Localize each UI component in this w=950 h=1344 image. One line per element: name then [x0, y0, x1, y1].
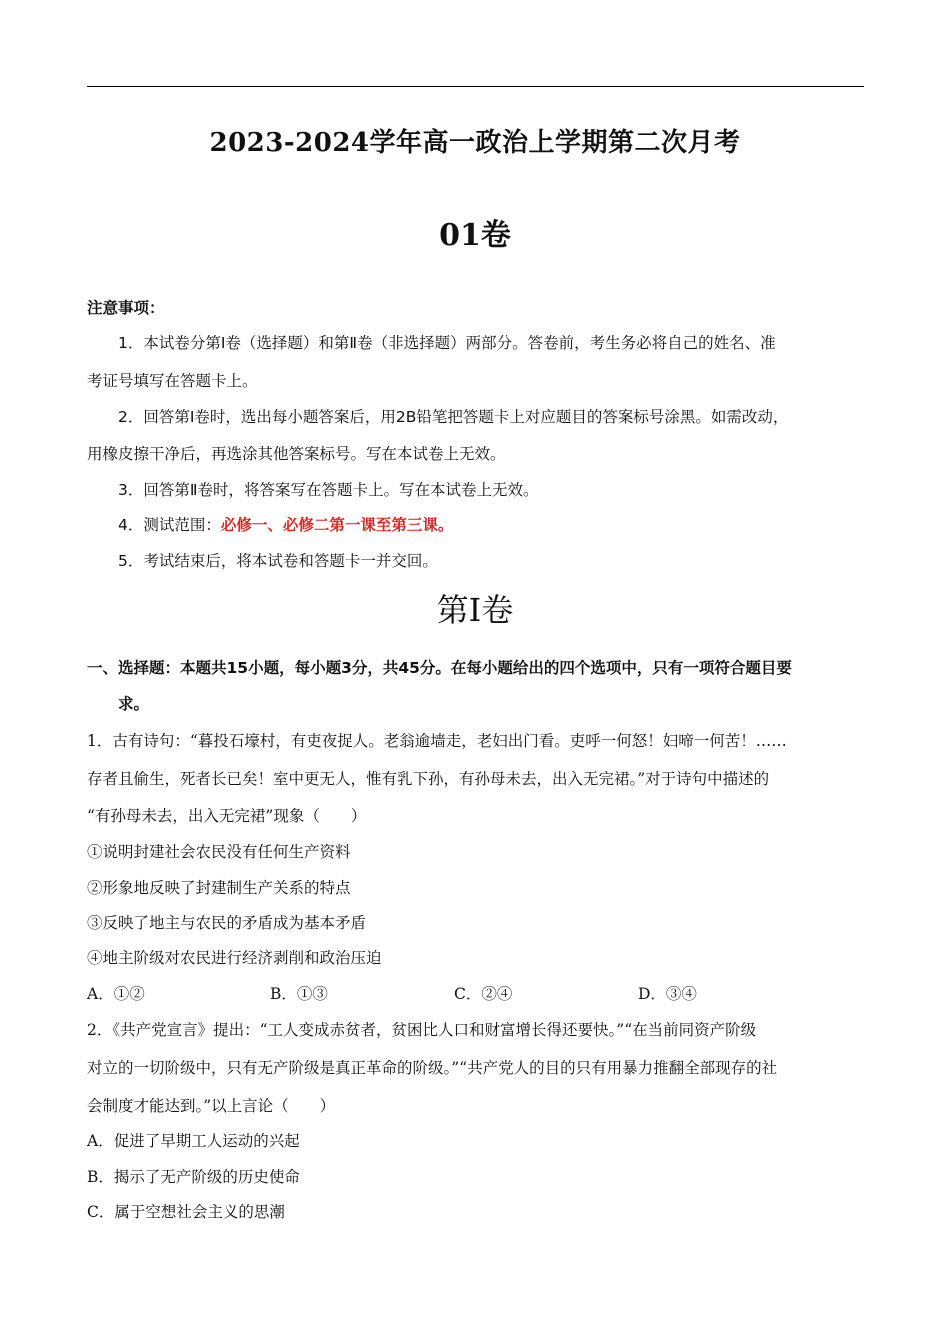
question-1-choice-d[interactable]: D．③④ [638, 985, 697, 1003]
notice-item-1-line-2: 考证号填写在答题卡上。 [87, 372, 258, 390]
question-2-option-b[interactable]: B．揭示了无产阶级的历史使命 [87, 1168, 300, 1186]
question-2-option-a[interactable]: A．促进了早期工人运动的兴起 [87, 1132, 300, 1150]
question-2-line-1: 2．《共产党宣言》提出：“工人变成赤贫者，贫困比人口和财富增长得还要快。”“在当前同资产阶级 [87, 1021, 757, 1039]
question-1-statement-1: ①说明封建社会农民没有任何生产资料 [87, 843, 351, 861]
question-2-option-c[interactable]: C．属于空想社会主义的思潮 [87, 1203, 285, 1221]
question-1-line-1: 1．古有诗句：“暮投石壕村，有吏夜捉人。老翁逾墙走，老妇出门看。吏呼一何怒！妇啼一何苦！…… [87, 732, 787, 750]
question-1-line-3: “有孙母未去，出入无完裙”现象（ ） [87, 807, 367, 825]
part-1-instructions-line-2: 求。 [118, 695, 150, 713]
notice-item-4 [118, 513, 898, 535]
notice-item-4-scope: 必修一、必修二第一课至第三课。 [220, 516, 454, 534]
notice-heading: 注意事项： [87, 299, 165, 317]
question-1-choice-a[interactable]: A．①② [87, 985, 145, 1003]
section-title: 第Ⅰ卷 [436, 591, 514, 629]
question-1-choice-b[interactable]: B．①③ [270, 985, 328, 1003]
question-1-line-2: 存者且偷生，死者长已矣！室中更无人，惟有乳下孙，有孙母未去，出入无完裙。”对于诗句中描述的 [87, 770, 770, 788]
question-1-choice-c[interactable]: C．②④ [454, 985, 513, 1003]
exam-subtitle: 01卷 [439, 218, 511, 253]
notice-item-1-line-1: 1．本试卷分第Ⅰ卷（选择题）和第Ⅱ卷（非选择题）两部分。答卷前，考生务必将自己的姓名、准 [118, 334, 776, 352]
notice-item-2-line-2: 用橡皮擦干净后，再选涂其他答案标号。写在本试卷上无效。 [87, 445, 506, 463]
question-2-line-3: 会制度才能达到。”以上言论（ ） [87, 1097, 336, 1115]
notice-item-2-line-1: 2．回答第Ⅰ卷时，选出每小题答案后，用2B铅笔把答题卡上对应题目的答案标号涂黑。如需改动， [118, 408, 789, 426]
question-1-statement-2: ②形象地反映了封建制生产关系的特点 [87, 879, 351, 897]
question-1-statement-3: ③反映了地主与农民的矛盾成为基本矛盾 [87, 914, 367, 932]
notice-item-3: 3．回答第Ⅱ卷时，将答案写在答题卡上。写在本试卷上无效。 [118, 481, 539, 499]
question-1-statement-4: ④地主阶级对农民进行经济剥削和政治压迫 [87, 949, 382, 967]
header-rule [87, 86, 864, 87]
notice-item-4-prefix: 4．测试范围： [118, 516, 221, 534]
part-1-instructions-line-1: 一、选择题：本题共15小题，每小题3分，共45分。在每小题给出的四个选项中，只有一项符合题目要 [87, 659, 792, 677]
notice-item-5: 5．考试结束后，将本试卷和答题卡一并交回。 [118, 552, 438, 570]
question-2-line-2: 对立的一切阶级中，只有无产阶级是真正革命的阶级。”“共产党人的目的只有用暴力推翻全部现存的社 [87, 1059, 778, 1077]
exam-title: 2023-2024学年高一政治上学期第二次月考 [209, 128, 741, 158]
